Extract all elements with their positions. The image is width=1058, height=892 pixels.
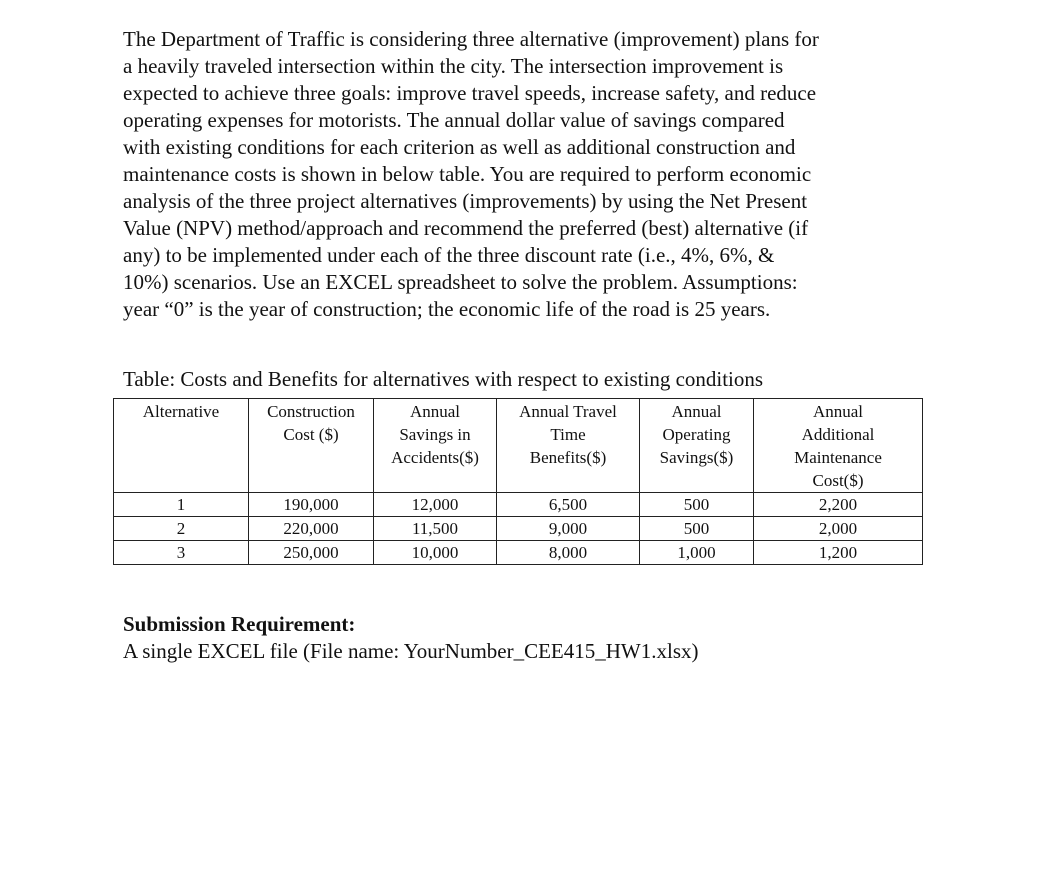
table-cell: 500: [640, 517, 754, 541]
table-cell: 3: [114, 541, 249, 565]
table-cell: 11,500: [374, 517, 497, 541]
problem-statement: [123, 26, 923, 323]
submission-title: Submission Requirement:: [123, 612, 356, 636]
submission-body: A single EXCEL file (File name: YourNumber_CEE415_HW1.xlsx): [123, 639, 699, 663]
problem-line: maintenance costs is shown in below table. You are required to perform economic: [123, 162, 812, 186]
table-caption: Table: Costs and Benefits for alternatives with respect to existing conditions: [123, 367, 764, 391]
table-cell: 1: [114, 493, 249, 517]
problem-line: operating expenses for motorists. The annual dollar value of savings compared: [123, 108, 785, 132]
problem-line: Value (NPV) method/approach and recommend the preferred (best) alternative (if: [123, 216, 809, 240]
header-annual-travel-time-benefits: Annual Travel Time Benefits($): [497, 399, 640, 493]
table-cell: 2,000: [754, 517, 923, 541]
table-row: [114, 541, 923, 565]
header-alternative: Alternative: [114, 399, 249, 493]
table-cell: 220,000: [249, 517, 374, 541]
table-cell: 500: [640, 493, 754, 517]
table-cell: 2: [114, 517, 249, 541]
problem-line: any) to be implemented under each of the three discount rate (i.e., 4%, 6%, &: [123, 243, 775, 267]
problem-line: The Department of Traffic is considering three alternative (improvement) plans for: [123, 27, 819, 51]
submission-requirement: [123, 611, 699, 665]
table-cell: 250,000: [249, 541, 374, 565]
header-annual-maintenance-cost: Annual Additional Maintenance Cost($): [754, 399, 923, 493]
table-cell: 1,000: [640, 541, 754, 565]
header-annual-operating-savings: Annual Operating Savings($): [640, 399, 754, 493]
table-cell: 9,000: [497, 517, 640, 541]
problem-line: year “0” is the year of construction; the economic life of the road is 25 years.: [123, 297, 771, 321]
table-header-row: [114, 399, 923, 493]
table-cell: 12,000: [374, 493, 497, 517]
table-cell: 1,200: [754, 541, 923, 565]
table-cell: 10,000: [374, 541, 497, 565]
problem-line: with existing conditions for each criterion as well as additional construction and: [123, 135, 796, 159]
table-cell: 8,000: [497, 541, 640, 565]
problem-line: expected to achieve three goals: improve travel speeds, increase safety, and reduce: [123, 81, 817, 105]
problem-line: 10%) scenarios. Use an EXCEL spreadsheet to solve the problem. Assumptions:: [123, 270, 798, 294]
problem-line: analysis of the three project alternatives (improvements) by using the Net Present: [123, 189, 808, 213]
header-construction-cost: Construction Cost ($): [249, 399, 374, 493]
table-cell: 6,500: [497, 493, 640, 517]
costs-benefits-table: [113, 398, 923, 565]
table-cell: 2,200: [754, 493, 923, 517]
table-row: [114, 493, 923, 517]
table-cell: 190,000: [249, 493, 374, 517]
problem-line: a heavily traveled intersection within the city. The intersection improvement is: [123, 54, 784, 78]
header-annual-accident-savings: Annual Savings in Accidents($): [374, 399, 497, 493]
table-row: [114, 517, 923, 541]
